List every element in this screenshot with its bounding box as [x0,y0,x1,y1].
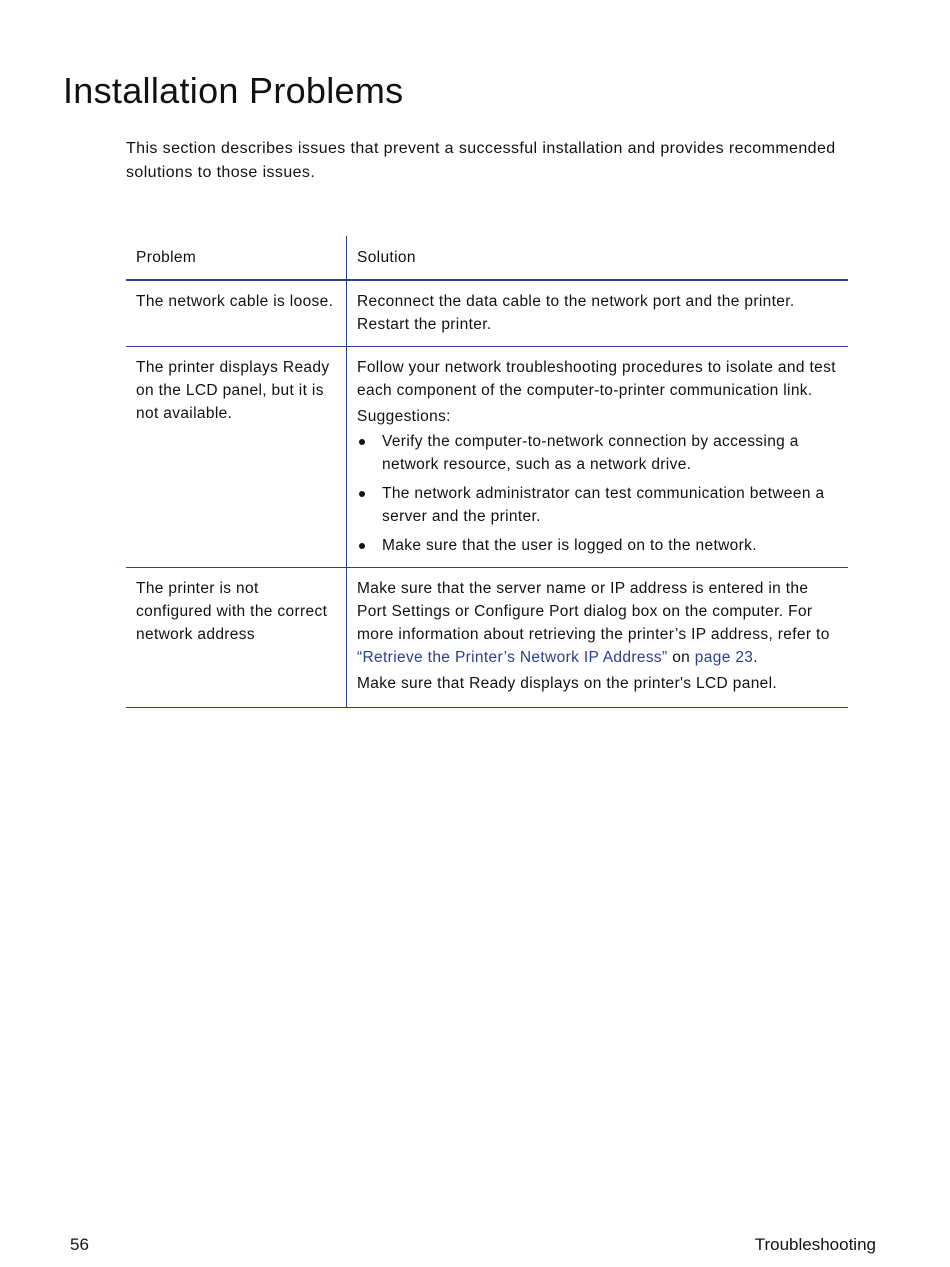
solution-text: Follow your network troubleshooting procedures to isolate and test each component of the computer-to-printer communication link. [357,359,836,399]
solution-text-lead: Make sure that the server name or IP address is entered in the Port Settings or Configure Port dialog box on the computer. For more information about retrieving the printer’s IP address, refer to [357,580,830,643]
suggestion-text: Make sure that the user is logged on to the network. [382,537,757,554]
table-row [126,347,848,568]
table-row [126,280,848,347]
solution-cell [347,347,849,568]
column-header-problem: Problem [126,236,347,280]
list-item [357,430,838,476]
period-text: . [753,649,758,666]
suggestions-list [357,430,838,557]
suggestion-text: The network administrator can test communication between a server and the printer. [382,485,825,525]
page-reference-link[interactable]: page 23 [694,649,754,666]
list-item [357,534,838,557]
troubleshooting-table [126,236,848,708]
on-text: on [667,649,695,666]
suggestions-label: Suggestions: [357,408,451,425]
solution-cell [347,280,849,347]
bullet-icon [359,439,365,445]
table-header-row [126,236,848,280]
suggestion-text: Verify the computer-to-network connection by accessing a network resource, such as a network drive. [382,433,799,473]
solution-text [357,577,838,669]
bullet-icon [359,543,365,549]
column-header-solution: Solution [347,236,849,280]
problem-cell: The printer is not configured with the correct network address [126,568,347,708]
intro-paragraph: This section describes issues that prevent a successful installation and provides recommended solutions to those issues. [126,140,836,181]
problem-cell: The network cable is loose. [126,280,347,347]
page-title: Installation Problems [63,70,404,111]
table-row [126,568,848,708]
cross-reference-link[interactable]: “Retrieve the Printer’s Network IP Address” [357,649,668,666]
solution-text-2: Make sure that Ready displays on the printer's LCD panel. [357,675,778,692]
solution-text: Reconnect the data cable to the network port and the printer. Restart the printer. [357,293,795,333]
problem-cell: The printer displays Ready on the LCD panel, but it is not available. [126,347,347,568]
list-item [357,482,838,528]
footer-page-number: 56 [70,1235,89,1254]
footer-section-title: Troubleshooting [754,1235,876,1254]
bullet-icon [359,491,365,497]
solution-cell [347,568,849,708]
